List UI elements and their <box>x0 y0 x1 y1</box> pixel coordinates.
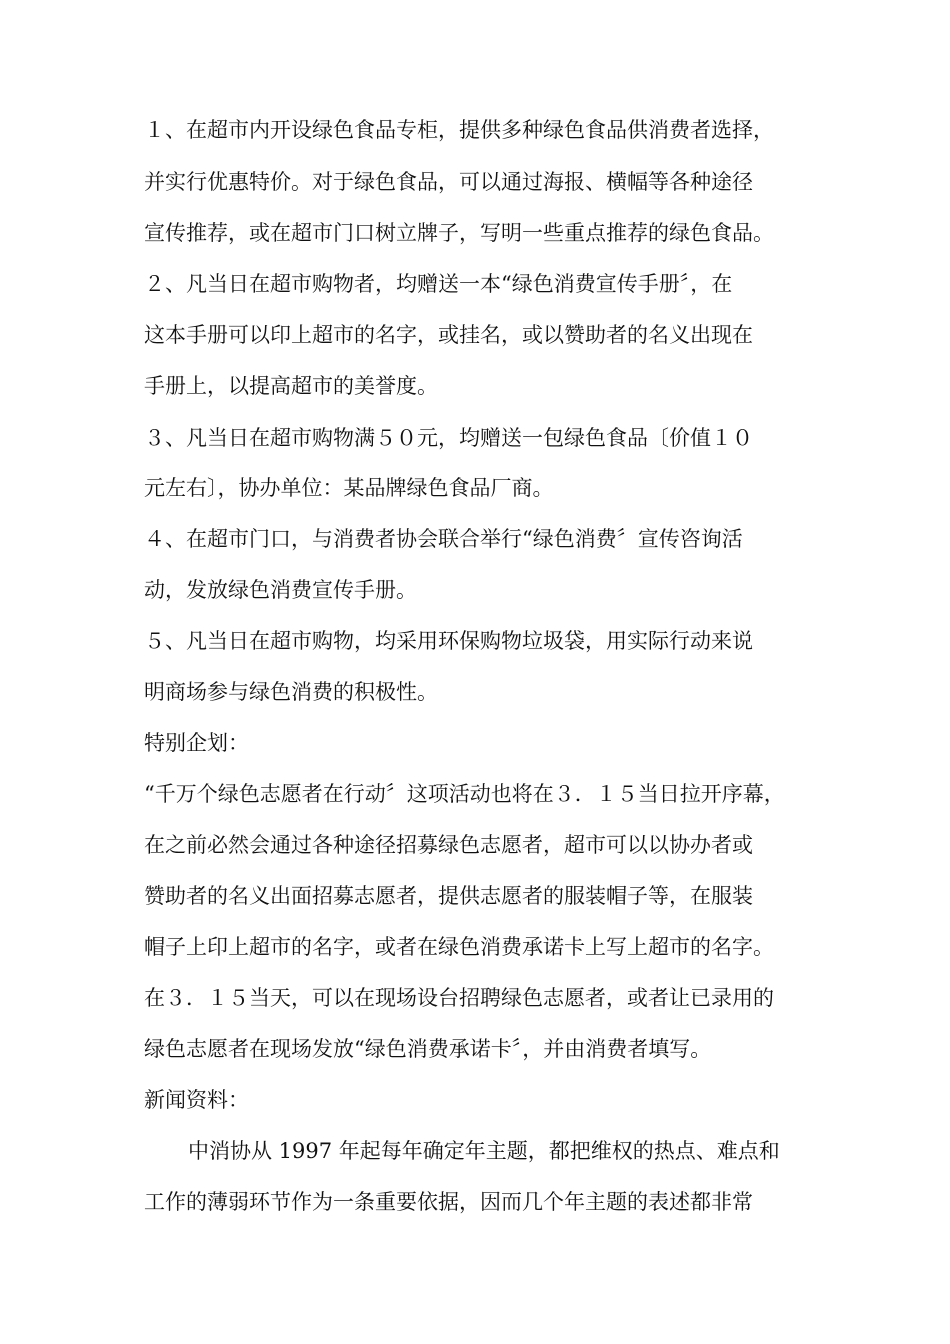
special-line-1: “千万个绿色志愿者在行动〞这项活动也将在３．１５当日拉开序幕， <box>144 782 785 806</box>
item-1-line-2: 并实行优惠特价。对于绿色食品，可以通过海报、横幅等各种途径 <box>144 170 753 194</box>
item-1-line-3: 宣传推荐，或在超市门口树立牌子，写明一些重点推荐的绿色食品。 <box>144 221 774 245</box>
special-plan-heading: 特别企划： <box>144 731 249 755</box>
special-line-3: 赞助者的名义出面招募志愿者，提供志愿者的服装帽子等，在服装 <box>144 884 753 908</box>
item-4-line-1: ４、在超市门口，与消费者协会联合举行“绿色消费〞宣传咨询活 <box>144 527 743 551</box>
item-5-line-2: 明商场参与绿色消费的积极性。 <box>144 680 438 704</box>
news-line-2: 工作的薄弱环节作为一条重要依据，因而几个年主题的表述都非常 <box>144 1190 753 1214</box>
special-line-6: 绿色志愿者在现场发放“绿色消费承诺卡〞，并由消费者填写。 <box>144 1037 712 1061</box>
item-3-line-2: 元左右〕，协办单位：某品牌绿色食品厂商。 <box>144 476 554 500</box>
item-1-line-1: １、在超市内开设绿色食品专柜，提供多种绿色食品供消费者选择， <box>144 118 774 142</box>
news-line-1: 中消协从 1997 年起每年确定年主题，都把维权的热点、难点和 <box>188 1139 780 1163</box>
item-4-line-2: 动，发放绿色消费宣传手册。 <box>144 578 417 602</box>
item-2-line-3: 手册上，以提高超市的美誉度。 <box>144 374 438 398</box>
news-heading: 新闻资料： <box>144 1088 249 1112</box>
item-2-line-1: ２、凡当日在超市购物者，均赠送一本“绿色消费宣传手册〞，在 <box>144 272 733 296</box>
item-3-line-1: ３、凡当日在超市购物满５０元，均赠送一包绿色食品〔价值１０ <box>144 426 753 450</box>
item-2-line-2: 这本手册可以印上超市的名字，或挂名，或以赞助者的名义出现在 <box>144 323 753 347</box>
special-line-4: 帽子上印上超市的名字，或者在绿色消费承诺卡上写上超市的名字。 <box>144 935 774 959</box>
item-5-line-1: ５、凡当日在超市购物，均采用环保购物垃圾袋，用实际行动来说 <box>144 629 753 653</box>
special-line-5: 在３．１５当天，可以在现场设台招聘绿色志愿者，或者让已录用的 <box>144 986 774 1010</box>
special-line-2: 在之前必然会通过各种途径招募绿色志愿者，超市可以以协办者或 <box>144 833 753 857</box>
